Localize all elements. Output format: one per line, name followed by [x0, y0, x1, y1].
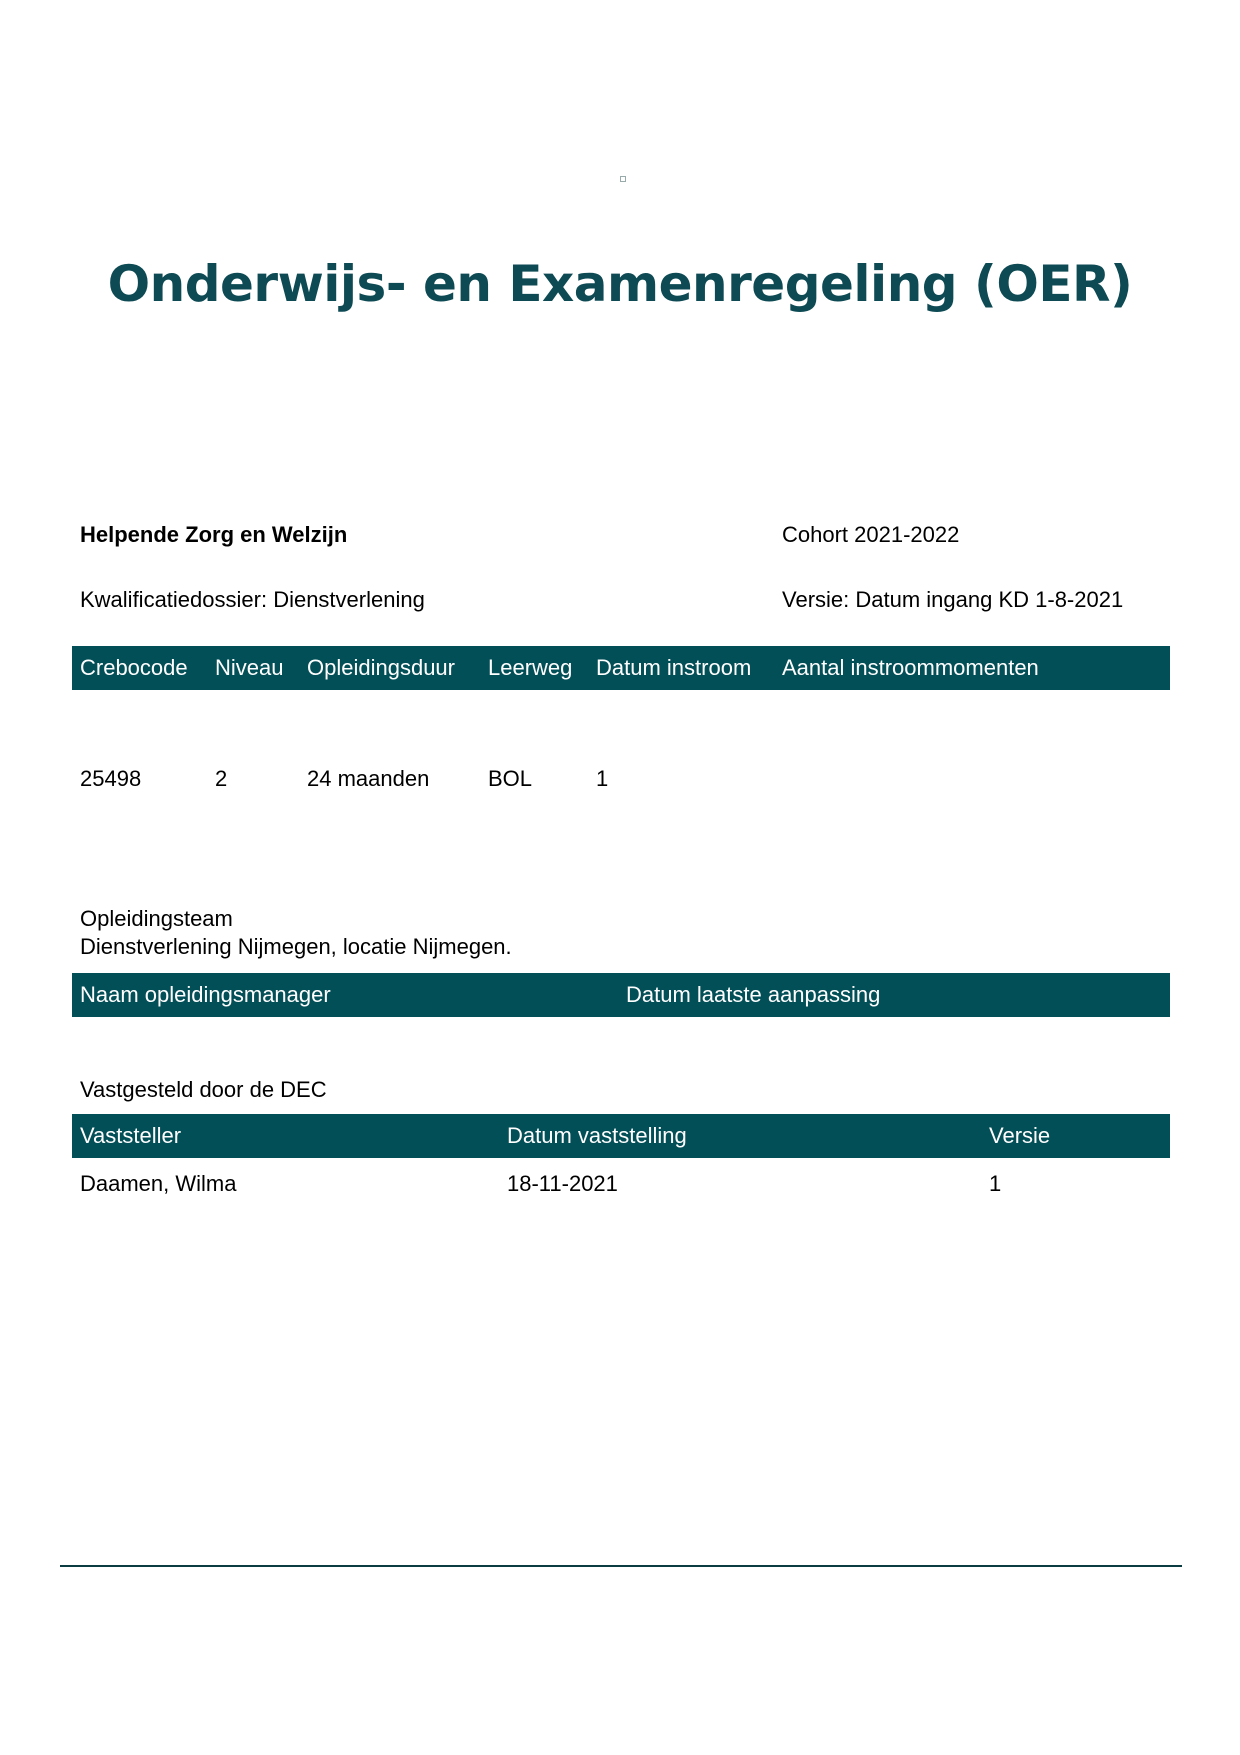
header-leerweg: Leerweg	[488, 655, 573, 680]
cell-vaststeller: Daamen, Wilma	[80, 1171, 237, 1196]
cell-datum-vaststelling: 18-11-2021	[507, 1171, 618, 1196]
footer-divider	[60, 1565, 1182, 1567]
manager-table-header	[72, 973, 1170, 1017]
program-name: Helpende Zorg en Welzijn	[80, 522, 348, 547]
image-placeholder-icon	[620, 176, 626, 182]
header-datum-laatste-aanpassing: Datum laatste aanpassing	[626, 982, 881, 1007]
dossier-label: Kwalificatiedossier: Dienstverlening	[80, 587, 425, 612]
team-name: Dienstverlening Nijmegen, locatie Nijmegen.	[80, 934, 512, 959]
version-label: Versie: Datum ingang KD 1-8-2021	[782, 587, 1124, 612]
header-vaststeller: Vaststeller	[80, 1123, 182, 1148]
header-versie: Versie	[989, 1123, 1051, 1148]
header-naam-opleidingsmanager: Naam opleidingsmanager	[80, 982, 331, 1007]
header-datum-instroom: Datum instroom	[596, 655, 752, 680]
header-aantal-instroommomenten: Aantal instroommomenten	[782, 655, 1039, 680]
dec-label: Vastgesteld door de DEC	[80, 1077, 327, 1102]
dec-table-header	[72, 1114, 1170, 1158]
cell-niveau: 2	[215, 766, 228, 791]
header-niveau: Niveau	[215, 655, 284, 680]
cell-versie: 1	[989, 1171, 1002, 1196]
team-label: Opleidingsteam	[80, 906, 233, 931]
cell-leerweg: BOL	[488, 766, 533, 791]
cohort-label: Cohort 2021-2022	[782, 522, 960, 547]
program-table-header	[72, 646, 1170, 690]
cell-crebocode: 25498	[80, 766, 142, 791]
header-datum-vaststelling: Datum vaststelling	[507, 1123, 687, 1148]
header-crebocode: Crebocode	[80, 655, 188, 680]
header-opleidingsduur: Opleidingsduur	[307, 655, 455, 680]
cell-datum-instroom: 1	[596, 766, 609, 791]
document-title: Onderwijs- en Examenregeling (OER)	[107, 255, 1133, 313]
cell-opleidingsduur: 24 maanden	[307, 766, 430, 791]
